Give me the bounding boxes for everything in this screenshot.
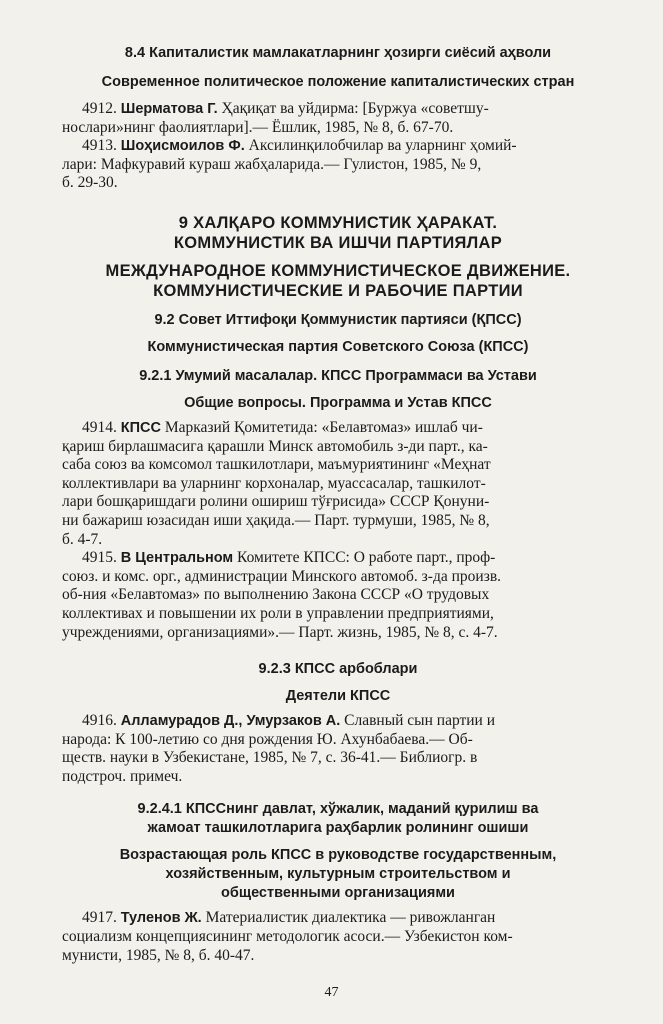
entry-line: лари бошқаришдаги ролини ошириш тўғрисида» СССР Қонуни-: [62, 493, 490, 511]
entry-line: саба союз ва комсомол ташкилотлари, маъмуриятининг «Меҳнат: [62, 456, 491, 474]
entry-4915: [62, 549, 614, 642]
entry-4913: [62, 137, 614, 193]
entry-4912: [62, 100, 614, 137]
entry-line: народа: К 100-летию со дня рождения Ю. Ахунбабаева.— Об-: [62, 730, 473, 748]
heading-line: 9.2.4.1 КПССнинг давлат, хўжалик, маданий қурилиш ва: [137, 801, 539, 818]
entry-line: мунисти, 1985, № 8, б. 40-47.: [62, 946, 255, 964]
entry-line: коллективлари ва уларнинг корхоналар, муассасалар, ташкилот-: [62, 474, 486, 492]
entry-line: коллективах и повышении их роли в управлении предприятиями,: [62, 604, 494, 622]
entry-line: ни бажариш юзасидан иши ҳақида.— Парт. турмуши, 1985, № 8,: [62, 511, 490, 529]
entry-line: [62, 909, 614, 928]
entry-author: В Центральном: [120, 550, 234, 567]
entry-text: Материалистик диалектика — ривожланган: [205, 909, 496, 927]
entry-number: 4915.: [82, 549, 117, 567]
entry-line: ществ. науки в Узбекистане, 1985, № 7, с. 36-41.— Библиогр. в: [62, 749, 478, 767]
entry-line: союз. и комс. орг., администрации Минского автомоб. з-да произв.: [62, 567, 502, 585]
entry-number: 4916.: [82, 712, 117, 730]
entry-line: б. 29-30.: [62, 174, 118, 192]
entry-line: [62, 549, 614, 568]
page-number: 47: [324, 985, 339, 1000]
entry-line: [62, 100, 614, 119]
entry-text: Ҳақиқат ва уйдирма: [Буржуа «советшу-: [221, 100, 489, 117]
heading-line: МЕЖДУНАРОДНОЕ КОММУНИСТИЧЕСКОЕ ДВИЖЕНИЕ.: [105, 261, 571, 280]
entry-line: [62, 419, 614, 438]
entry-4916: [62, 712, 614, 786]
entry-text: Марказий Қомитетида: «Белавтомаз» ишлаб чи-: [164, 418, 483, 436]
page-content: [62, 40, 614, 965]
heading-line: общественными организациями: [221, 885, 455, 902]
entry-number: 4914.: [82, 418, 117, 436]
entry-author: Шерматова Г.: [120, 101, 218, 117]
entry-author: Алламурадов Д., Умурзаков А.: [120, 713, 341, 730]
entry-text: Аксилинқилобчилар ва уларнинг ҳомий-: [248, 137, 517, 155]
entry-line: подстроч. примеч.: [62, 767, 183, 785]
heading-9-2-3-ru: Деятели КПСС: [285, 688, 391, 705]
entry-author: Шоҳисмоилов Ф.: [120, 138, 245, 155]
heading-line: хозяйственным, культурным строительством и: [165, 866, 511, 883]
heading-8-4-uz: 8.4 Капиталистик мамлакатларнинг ҳозирги сиёсий аҳволи: [124, 45, 552, 61]
heading-9-2-4-1-uz: [62, 800, 614, 838]
entry-line: б. 4-7.: [62, 530, 103, 548]
entry-author: Туленов Ж.: [120, 910, 202, 927]
entry-line: нослари»нинг фаолиятлари].— Ёшлик, 1985, № 8, б. 67-70.: [62, 118, 454, 136]
entry-text: Комитете КПСС: О работе парт., проф-: [237, 549, 496, 567]
entry-number: 4917.: [82, 909, 117, 927]
entry-line: қариш бирлашмасига қарашли Минск автомобиль з-ди парт., ка-: [62, 437, 488, 455]
entry-line: об-ния «Белавтомаз» по выполнению Закона СССР «О трудовых: [62, 586, 490, 604]
entry-line: лари: Мафкуравий кураш жабҳаларида.— Гулистон, 1985, № 9,: [62, 155, 482, 173]
entry-line: учреждениями, организациями».— Парт. жизнь, 1985, № 8, с. 4-7.: [62, 623, 498, 641]
heading-9-2-4-1-ru: [62, 846, 614, 903]
entry-4914: [62, 419, 614, 549]
heading-line: Возрастающая роль КПСС в руководстве государственным,: [119, 847, 557, 864]
heading-9-2-1-ru: Общие вопросы. Программа и Устав КПСС: [184, 394, 492, 411]
heading-9-2-uz: 9.2 Совет Иттифоқи Қоммунистик партияси (ҚПСС): [154, 311, 522, 328]
entry-line: социализм концепциясининг методологик асоси.— Узбекистон ком-: [62, 928, 513, 946]
heading-9-2-3-uz: 9.2.3 КПСС арбоблари: [258, 661, 418, 678]
heading-line: жамоат ташкилотларига раҳбарлик ролининг ошиши: [147, 820, 529, 837]
heading-9-uz: [62, 213, 614, 253]
heading-9-2-1-uz: 9.2.1 Умумий масалалар. КПСС Программаси ва Устави: [139, 367, 537, 384]
entry-number: 4912.: [82, 100, 117, 117]
heading-9-ru: [62, 261, 614, 301]
entry-text: Славный сын партии и: [344, 712, 496, 730]
entry-line: [62, 137, 614, 156]
heading-line: КОММУНИСТИЧЕСКИЕ И РАБОЧИЕ ПАРТИИ: [153, 281, 523, 300]
entry-number: 4913.: [82, 137, 117, 155]
heading-line: 9 ХАЛҚАРО КОММУНИСТИК ҲАРАКАТ.: [178, 213, 498, 232]
heading-8-4-ru: Современное политическое положение капиталистических стран: [101, 74, 575, 90]
heading-line: КОММУНИСТИК ВА ИШЧИ ПАРТИЯЛАР: [173, 233, 503, 252]
heading-9-2-ru: Коммунистическая партия Советского Союза (КПСС): [147, 338, 529, 355]
entry-author: КПСС: [120, 419, 161, 436]
entry-4917: [62, 909, 614, 965]
entry-line: [62, 712, 614, 731]
